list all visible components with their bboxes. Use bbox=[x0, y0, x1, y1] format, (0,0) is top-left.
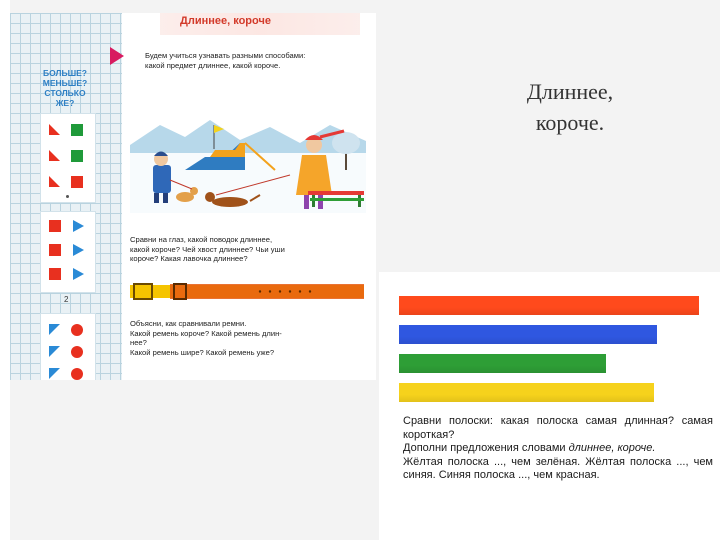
blue-arrow-icon bbox=[73, 268, 84, 280]
red-square-icon bbox=[71, 176, 83, 188]
question-2-line-3: нее? bbox=[130, 338, 147, 348]
red-triangle-icon bbox=[49, 124, 60, 135]
blue-triangle-icon bbox=[49, 368, 60, 379]
slide-left-edge bbox=[0, 0, 10, 540]
girl bbox=[296, 155, 332, 195]
red-square-icon bbox=[49, 220, 61, 232]
task-paragraph-3: Жёлтая полоска ..., чем зелёная. Жёлтая полоска ..., чем синяя. Синяя полоска ..., чем красная. bbox=[403, 455, 713, 482]
blue-triangle-icon bbox=[49, 324, 60, 335]
question-2-line-1: Объясни, как сравнивали ремни. bbox=[130, 319, 247, 328]
question-1-line-2: какой короче? Чей хвост длиннее? Чьи уши bbox=[130, 244, 285, 254]
blue-triangle-icon bbox=[49, 346, 60, 357]
bench bbox=[308, 191, 364, 195]
marker-card-1 bbox=[40, 113, 96, 203]
question-1 bbox=[130, 235, 370, 264]
page-number: 2 bbox=[64, 295, 69, 304]
task-paragraph-2-prefix: Дополни предложения словами bbox=[403, 442, 569, 455]
marker-card-2 bbox=[40, 211, 96, 293]
margin-title: БОЛЬШЕ? МЕНЬШЕ? СТОЛЬКО ЖЕ? bbox=[42, 68, 88, 108]
red-circle-icon bbox=[71, 368, 83, 380]
slide-title-line-1: Длиннее, bbox=[526, 79, 614, 104]
dachshund bbox=[212, 197, 248, 207]
task-keywords: длиннее, короче. bbox=[568, 442, 656, 455]
winter-scene-illustration bbox=[130, 85, 366, 213]
strip-green bbox=[399, 354, 606, 373]
intro-line-2: какой предмет длиннее, какой короче. bbox=[145, 60, 281, 70]
boy bbox=[153, 165, 171, 193]
red-triangle-icon bbox=[49, 176, 60, 187]
strips-panel bbox=[379, 272, 720, 540]
question-1-line-1: Сравни на глаз, какой поводок длиннее, bbox=[130, 235, 273, 244]
green-square-icon bbox=[71, 124, 83, 136]
textbook-page-image bbox=[10, 13, 376, 380]
red-circle-icon bbox=[71, 346, 83, 358]
slide-title bbox=[470, 76, 670, 138]
red-square-icon bbox=[49, 244, 61, 256]
red-triangle-icon bbox=[49, 150, 60, 161]
strip-red bbox=[399, 296, 699, 315]
strips-task-text bbox=[403, 415, 713, 483]
strip-blue bbox=[399, 325, 657, 344]
green-square-icon bbox=[71, 150, 83, 162]
question-1-line-3: короче? Какая лавочка длиннее? bbox=[130, 254, 248, 264]
question-2-line-4: Какой ремень шире? Какой ремень уже? bbox=[130, 347, 275, 357]
strip-yellow bbox=[399, 383, 654, 402]
question-2-line-2: Какой ремень короче? Какой ремень длин- bbox=[130, 328, 282, 338]
blue-arrow-icon bbox=[73, 244, 84, 256]
slide-title-line-2: короче. bbox=[535, 110, 605, 135]
blue-arrow-icon bbox=[73, 220, 84, 232]
tree bbox=[332, 132, 360, 154]
task-paragraph-1: Сравни полоски: какая полоска самая длинная? самая короткая? bbox=[403, 415, 713, 441]
task-paragraph-2 bbox=[403, 442, 713, 456]
pointer-arrow-icon bbox=[110, 47, 124, 65]
margin-dot bbox=[66, 195, 69, 198]
intro-text bbox=[145, 51, 370, 70]
belts-illustration bbox=[130, 283, 364, 300]
question-2 bbox=[130, 319, 370, 357]
red-circle-icon bbox=[71, 324, 83, 336]
intro-line-1: Будем учиться узнавать разными способами: bbox=[145, 51, 306, 60]
marker-card-3 bbox=[40, 313, 96, 380]
book-title: Длиннее, короче bbox=[180, 15, 271, 27]
red-square-icon bbox=[49, 268, 61, 280]
